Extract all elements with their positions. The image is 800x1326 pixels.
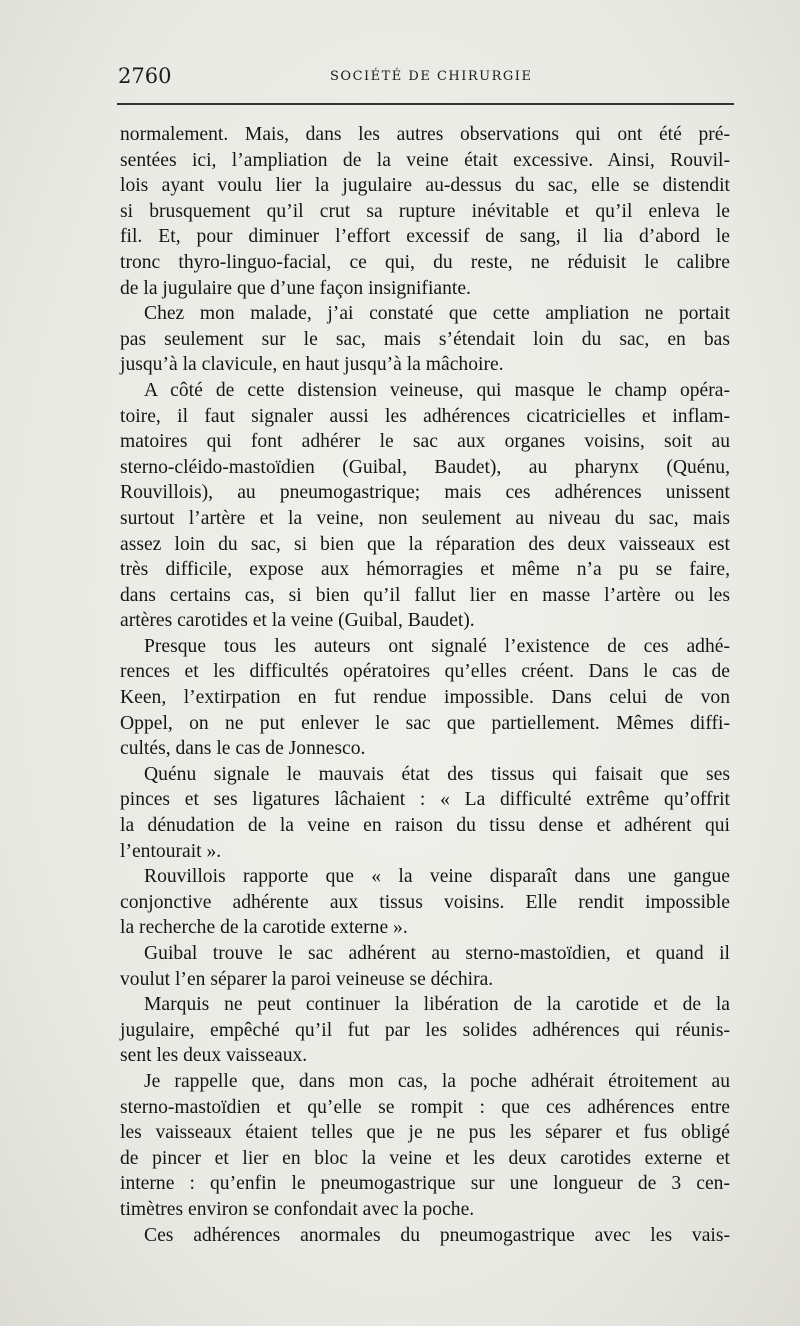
text-line: tronc thyro-linguo-facial, ce qui, du reste, ne réduisit le calibre — [120, 251, 730, 273]
text-line: toire, il faut signaler aussi les adhérences cicatricielles et inflam- — [120, 405, 730, 427]
text-line: voulut l’en séparer la paroi veineuse se déchira. — [120, 968, 494, 990]
text-line: de pincer et lier en bloc la veine et les deux carotides externe et — [120, 1147, 730, 1169]
text-line: surtout l’artère et la veine, non seulement au niveau du sac, mais — [120, 507, 730, 529]
text-line: Rouvillois rapporte que « la veine disparaît dans une gangue — [144, 866, 730, 888]
text-line: cultés, dans le cas de Jonnesco. — [120, 738, 366, 760]
page-number: 2760 — [118, 64, 172, 88]
text-line: l’entourait ». — [120, 840, 222, 862]
text-line: pinces et ses ligatures lâchaient : « La difficulté extrême qu’offrit — [120, 789, 730, 811]
text-line: normalement. Mais, dans les autres observations qui ont été pré- — [120, 124, 730, 145]
text-line: pas seulement sur le sac, mais s’étendait loin du sac, en bas — [120, 328, 730, 350]
text-line: Chez mon malade, j’ai constaté que cette ampliation ne portait — [144, 303, 730, 325]
text-line: Je rappelle que, dans mon cas, la poche adhérait étroitement au — [144, 1070, 730, 1092]
text-line: la recherche de la carotide externe ». — [120, 917, 408, 939]
text-line: Rouvillois), au pneumogastrique; mais ces adhérences unissent — [120, 482, 730, 504]
text-line: assez loin du sac, si bien que la réparation des deux vaisseaux est — [120, 533, 730, 555]
text-line: A côté de cette distension veineuse, qui masque le champ opéra- — [144, 379, 730, 401]
text-line: sent les deux vaisseaux. — [120, 1045, 308, 1067]
text-line: Ces adhérences anormales du pneumogastrique avec les vais- — [144, 1224, 730, 1246]
text-line: interne : qu’enfin le pneumogastrique sur une longueur de 3 cen- — [120, 1173, 730, 1195]
text-line: jusqu’à la clavicule, en haut jusqu’à la mâchoire. — [120, 354, 504, 376]
text-line: Quénu signale le mauvais état des tissus qui faisait que ses — [144, 763, 730, 785]
text-line: Oppel, on ne put enlever le sac que partiellement. Mêmes diffi- — [120, 712, 730, 734]
text-line: timètres environ se confondait avec la poche. — [120, 1198, 475, 1220]
text-line: matoires qui font adhérer le sac aux organes voisins, soit au — [120, 431, 730, 453]
text-line: Keen, l’extirpation en fut rendue impossible. Dans celui de von — [120, 687, 730, 709]
text-line: si brusquement qu’il crut sa rupture inévitable et qu’il enleva le — [120, 200, 730, 222]
text-line: rences et les difficultés opératoires qu’elles créent. Dans le cas de — [120, 661, 730, 683]
text-line: Presque tous les auteurs ont signalé l’existence de ces adhé- — [144, 635, 730, 657]
body-text — [120, 122, 730, 1248]
text-line: la dénudation de la veine en raison du tissu dense et adhérent qui — [120, 815, 730, 837]
text-line: conjonctive adhérente aux tissus voisins. Elle rendit impossible — [120, 891, 730, 913]
text-line: très difficile, expose aux hémorragies et même n’a pu se faire, — [120, 559, 730, 581]
text-line: dans certains cas, si bien qu’il fallut lier en masse l’artère ou les — [120, 584, 730, 606]
text-line: artères carotides et la veine (Guibal, Baudet). — [120, 610, 475, 632]
text-line: fil. Et, pour diminuer l’effort excessif de sang, il lia d’abord le — [120, 226, 730, 248]
page-header — [118, 64, 730, 90]
text-line: Marquis ne peut continuer la libération de la carotide et de la — [144, 994, 730, 1016]
text-line: de la jugulaire que d’une façon insignifiante. — [120, 277, 471, 299]
running-title: SOCIÉTÉ DE CHIRURGIE — [330, 69, 533, 84]
text-line: les vaisseaux étaient telles que je ne pus les séparer et fus obligé — [120, 1122, 730, 1144]
text-line: lois ayant voulu lier la jugulaire au-dessus du sac, elle se distendit — [120, 175, 730, 197]
header-rule — [117, 103, 734, 105]
text-line: jugulaire, empêché qu’il fut par les solides adhérences qui réunis- — [120, 1019, 730, 1041]
text-line: sterno-cléido-mastoïdien (Guibal, Baudet), au pharynx (Quénu, — [120, 456, 730, 478]
text-line: sterno-mastoïdien et qu’elle se rompit : que ces adhérences entre — [120, 1096, 730, 1118]
text-line: Guibal trouve le sac adhérent au sterno-mastoïdien, et quand il — [144, 943, 730, 964]
text-line: sentées ici, l’ampliation de la veine était excessive. Ainsi, Rouvil- — [120, 149, 730, 171]
